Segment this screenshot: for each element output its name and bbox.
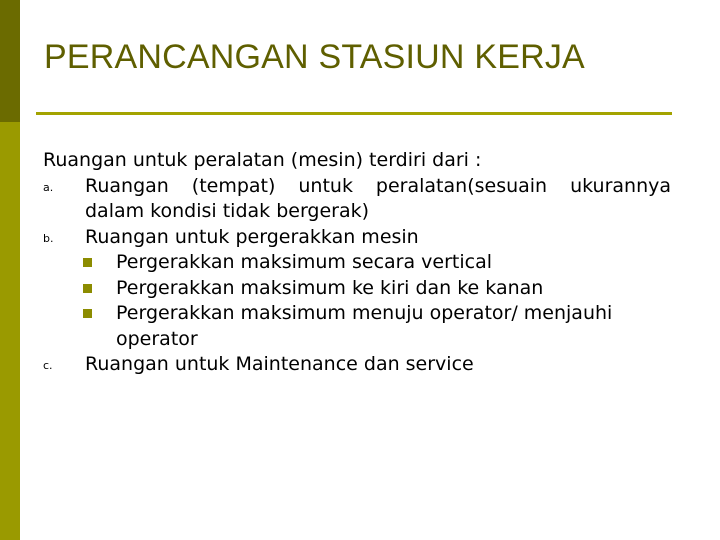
list-item-a xyxy=(43,174,671,225)
list-item-text: Ruangan untuk pergerakkan mesin xyxy=(85,225,419,248)
square-bullet-icon xyxy=(83,284,92,293)
list-marker: b. xyxy=(43,231,54,245)
sub-list-item-text-continued: operator xyxy=(116,327,198,350)
list-marker: a. xyxy=(43,180,54,194)
sub-list-item-text: Pergerakkan maksimum secara vertical xyxy=(116,251,492,273)
square-bullet-icon xyxy=(83,258,92,267)
list-item-text: Ruangan (tempat) untuk peralatan(sesuain ukurannya xyxy=(85,174,671,197)
sub-list-item xyxy=(43,250,671,276)
list-item-c xyxy=(43,352,671,378)
sub-list-item-text: Pergerakkan maksimum menuju operator/ menjauhi xyxy=(116,302,613,324)
sidebar-accent-bottom xyxy=(0,122,20,540)
slide-title: PERANCANGAN STASIUN KERJA xyxy=(44,38,585,76)
square-bullet-icon xyxy=(83,309,92,318)
list-item-text-continued: dalam kondisi tidak bergerak) xyxy=(85,200,370,222)
sidebar-accent-top xyxy=(0,0,20,122)
list-marker: c. xyxy=(43,359,53,372)
list-item-text: Ruangan untuk Maintenance dan service xyxy=(85,353,474,375)
slide-body xyxy=(43,148,671,378)
title-divider xyxy=(36,112,672,115)
sub-list-item xyxy=(43,276,671,302)
sub-list-item-text: Pergerakkan maksimum ke kiri dan ke kanan xyxy=(116,276,544,299)
list-item-b xyxy=(43,225,671,251)
sub-list-item xyxy=(43,301,671,352)
intro-text: Ruangan untuk peralatan (mesin) terdiri dari : xyxy=(43,149,482,171)
